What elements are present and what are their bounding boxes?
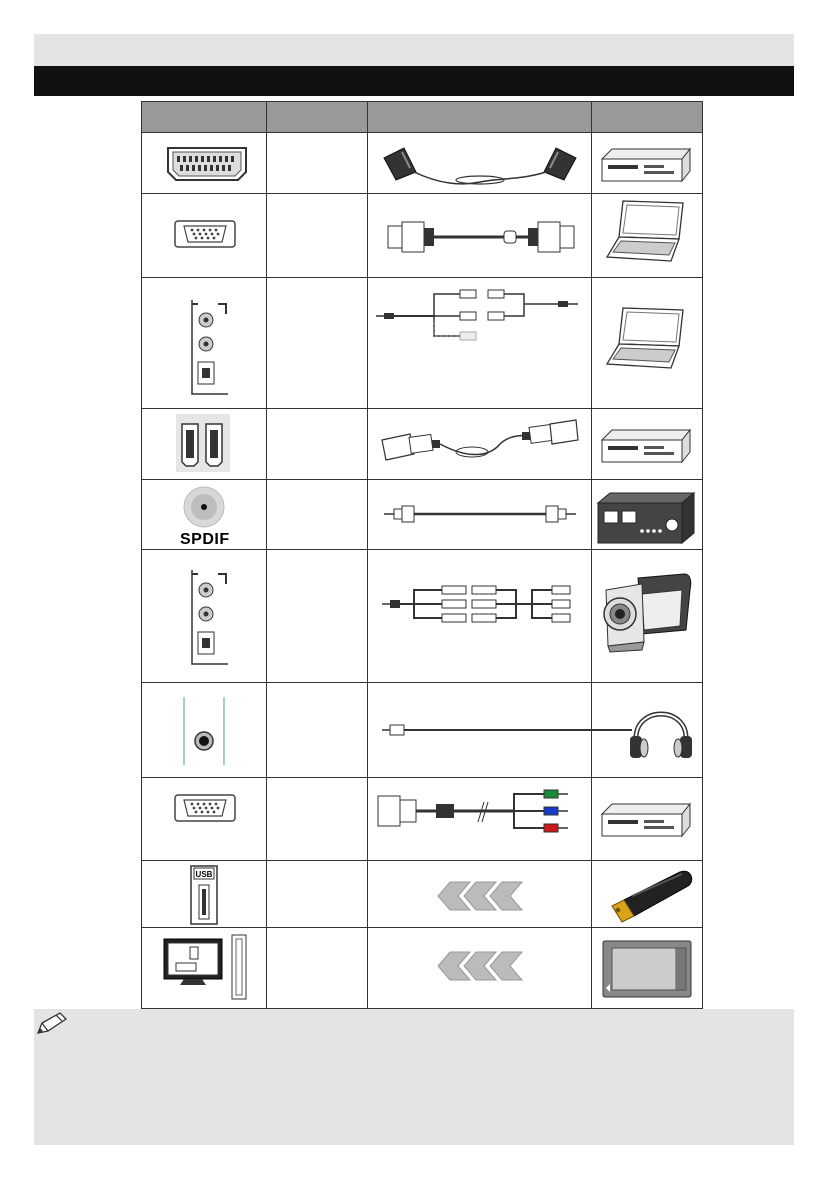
col-divider bbox=[591, 102, 592, 1008]
row-divider bbox=[142, 860, 702, 861]
top-band bbox=[34, 34, 794, 66]
headphone-jack-icon bbox=[180, 697, 228, 767]
scart-cable-icon bbox=[380, 140, 580, 188]
side-av-panel-icon bbox=[184, 568, 234, 668]
cam-module-icon bbox=[602, 940, 692, 1000]
table-header bbox=[142, 102, 702, 132]
usb-port-icon bbox=[190, 865, 218, 925]
vga-to-ypbpr-cable-icon bbox=[374, 784, 586, 846]
row-divider bbox=[142, 927, 702, 928]
row-divider bbox=[142, 682, 702, 683]
vga-cable-icon bbox=[382, 216, 578, 256]
laptop-icon bbox=[605, 199, 687, 265]
row-divider bbox=[142, 132, 702, 133]
pencil-icon bbox=[34, 1011, 70, 1037]
spdif-port-icon bbox=[182, 485, 226, 529]
side-av-panel-icon bbox=[184, 298, 234, 398]
hdmi-ports-icon bbox=[176, 414, 230, 472]
laptop-icon bbox=[605, 306, 687, 372]
camcorder-icon bbox=[598, 570, 694, 654]
vga-port-icon bbox=[174, 794, 236, 822]
dvd-player-icon bbox=[600, 428, 692, 466]
dvd-player-icon bbox=[600, 147, 692, 185]
insert-arrows-icon bbox=[436, 950, 524, 982]
row-divider bbox=[142, 479, 702, 480]
amplifier-icon bbox=[596, 491, 696, 547]
connection-table bbox=[141, 101, 703, 1009]
tv-ci-slot-icon bbox=[162, 933, 250, 1003]
usb-stick-icon bbox=[598, 866, 696, 926]
av-audio-cable-icon bbox=[376, 288, 584, 350]
hdmi-cable-icon bbox=[380, 420, 580, 466]
col-divider bbox=[266, 102, 267, 1008]
row-divider bbox=[142, 408, 702, 409]
insert-arrows-icon bbox=[436, 880, 524, 912]
usb-label: USB bbox=[195, 870, 213, 879]
note-box bbox=[34, 1009, 794, 1145]
dvd-player-icon bbox=[600, 802, 692, 840]
title-bar bbox=[34, 66, 794, 96]
av-cable-icon bbox=[382, 580, 582, 630]
headphone-cable-icon bbox=[382, 696, 696, 766]
row-divider bbox=[142, 193, 702, 194]
scart-port-icon bbox=[162, 144, 252, 184]
col-divider bbox=[367, 102, 368, 1008]
spdif-cable-icon bbox=[382, 502, 578, 526]
spdif-label: SPDIF bbox=[180, 531, 230, 548]
row-divider bbox=[142, 777, 702, 778]
row-divider bbox=[142, 277, 702, 278]
vga-port-icon bbox=[174, 220, 236, 248]
row-divider bbox=[142, 549, 702, 550]
